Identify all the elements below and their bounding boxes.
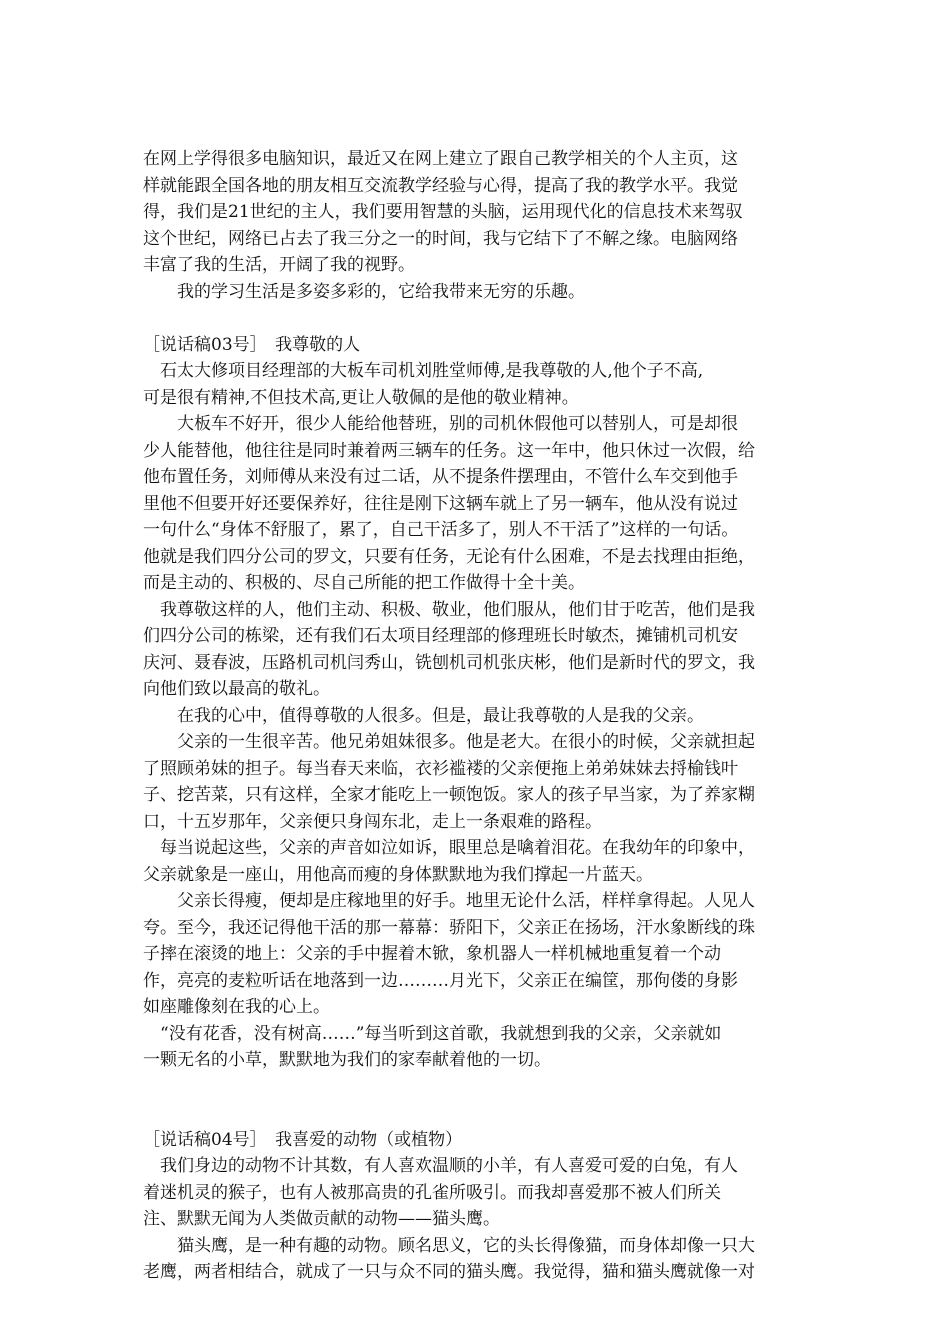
text-line: 们四分公司的栋梁，还有我们石太项目经理部的修理班长时敏杰，摊铺机司机安 — [143, 626, 738, 646]
blank-lines — [143, 1074, 807, 1127]
text-line: 一句什么“身体不舒服了，累了，自己干活多了，别人不干活了”这样的一句话。 — [143, 520, 739, 540]
section-03 — [143, 332, 807, 1074]
text-line: “没有花香，没有树高……”每当听到这首歌，我就想到我的父亲，父亲就如 — [143, 1023, 722, 1044]
text-line: 猫头鹰，是一种有趣的动物。顾名思义，它的头长得像猫，而身体却像一只大 — [143, 1235, 755, 1256]
text-line: 他就是我们四分公司的罗文，只要有任务，无论有什么困难，不是去找理由拒绝， — [143, 546, 755, 567]
text-line: 少人能替他，他往往是同时兼着两三辆车的任务。这一年中，他只休过一次假，给 — [143, 440, 755, 461]
text-line: 每当说起这些，父亲的声音如泣如诉，眼里总是噙着泪花。在我幼年的印象中， — [143, 838, 755, 858]
text-line: 我们身边的动物不计其数，有人喜欢温顺的小羊，有人喜爱可爱的白兔，有人 — [143, 1156, 738, 1176]
text-line: 父亲长得瘦，便却是庄稼地里的好手。地里无论什么活，样样拿得起。人见人 — [143, 891, 755, 911]
text-line: 在我的心中，值得尊敬的人很多。但是，最让我尊敬的人是我的父亲。 — [143, 705, 704, 726]
text-line: 了照顾弟妹的担子。每当春天来临，衣衫褴褛的父亲便拖上弟弟妹妹去捋榆钱叶 — [143, 758, 738, 779]
section-04 — [143, 1127, 807, 1286]
text-line: 丰富了我的生活，开阔了我的视野。 — [143, 255, 415, 275]
text-line: 父亲的一生很辛苦。他兄弟姐妹很多。他是老大。在很小的时候，父亲就担起 — [143, 732, 755, 752]
text-line: 我尊敬这样的人，他们主动、积极、敬业，他们服从，他们甘于吃苦，他们是我 — [143, 599, 755, 620]
text-line: 我的学习生活是多姿多彩的，它给我带来无穷的乐趣。 — [143, 281, 585, 302]
text-line: 注、默默无闻为人类做贡献的动物——猫头鹰。 — [143, 1209, 500, 1229]
text-line: 着迷机灵的猴子，也有人被那高贵的孔雀所吸引。而我却喜爱那不被人们所关 — [143, 1182, 721, 1203]
text-line: 向他们致以最高的敬礼。 — [143, 679, 330, 699]
text-line: 作，亮亮的麦粒听话在地落到一边………月光下，父亲正在编筐，那佝偻的身影 — [143, 970, 738, 991]
text-line: 庆河、聂春波，压路机司机闫秀山，铣刨机司机张庆彬，他们是新时代的罗文，我 — [143, 652, 755, 673]
text-line: 样就能跟全国各地的朋友相互交流教学经验与心得，提高了我的教学水平。我觉 — [143, 175, 738, 196]
text-line: 在网上学得很多电脑知识，最近又在网上建立了跟自己教学相关的个人主页，这 — [143, 149, 738, 169]
section-heading: ［说话稿04号］ 我喜爱的动物（或植物） — [143, 1129, 463, 1150]
text-line: 可是很有精神,不但技术高,更让人敬佩的是他的敬业精神。 — [143, 387, 579, 408]
blank-line — [143, 305, 807, 332]
text-line: 里他不但要开好还要保养好，往往是刚下这辆车就上了另一辆车，他从没有说过 — [143, 493, 738, 514]
text-line: 得，我们是21世纪的主人，我们要用智慧的头脑，运用现代化的信息技术来驾驭 — [143, 202, 743, 222]
section-02-tail — [143, 146, 807, 305]
text-line: 夸。至今，我还记得他干活的那一幕幕：骄阳下，父亲正在扬场，汗水象断线的珠 — [143, 917, 755, 938]
section-heading: ［说话稿03号］ 我尊敬的人 — [143, 334, 361, 355]
text-line: 一颗无名的小草，默默地为我们的家奉献着他的一切。 — [143, 1050, 551, 1070]
document-page — [143, 146, 807, 1286]
text-line: 父亲就象是一座山，用他高而瘦的身体默默地为我们撑起一片蓝天。 — [143, 864, 653, 885]
text-line: 口，十五岁那年，父亲便只身闯东北，走上一条艰难的路程。 — [143, 811, 602, 832]
text-line: 他布置任务，刘师傅从来没有过二话，从不提条件摆理由，不管什么车交到他手 — [143, 467, 738, 487]
text-line: 老鹰，两者相结合，就成了一只与众不同的猫头鹰。我觉得，猫和猫头鹰就像一对 — [143, 1262, 755, 1282]
text-line: 如座雕像刻在我的心上。 — [143, 997, 330, 1017]
text-line: 而是主动的、积极的、尽自己所能的把工作做得十全十美。 — [143, 573, 585, 593]
text-line: 这个世纪，网络已占去了我三分之一的时间，我与它结下了不解之缘。电脑网络 — [143, 228, 738, 249]
text-line: 子、挖苦菜，只有这样，全家才能吃上一顿饱饭。家人的孩子早当家，为了养家糊 — [143, 785, 755, 805]
text-line: 大板车不好开，很少人能给他替班，别的司机休假他可以替别人，可是却很 — [143, 414, 738, 434]
text-line: 石太大修项目经理部的大板车司机刘胜堂师傅,是我尊敬的人,他个子不高, — [143, 361, 704, 381]
text-line: 子摔在滚烫的地上：父亲的手中握着木锨，象机器人一样机械地重复着一个动 — [143, 944, 721, 964]
